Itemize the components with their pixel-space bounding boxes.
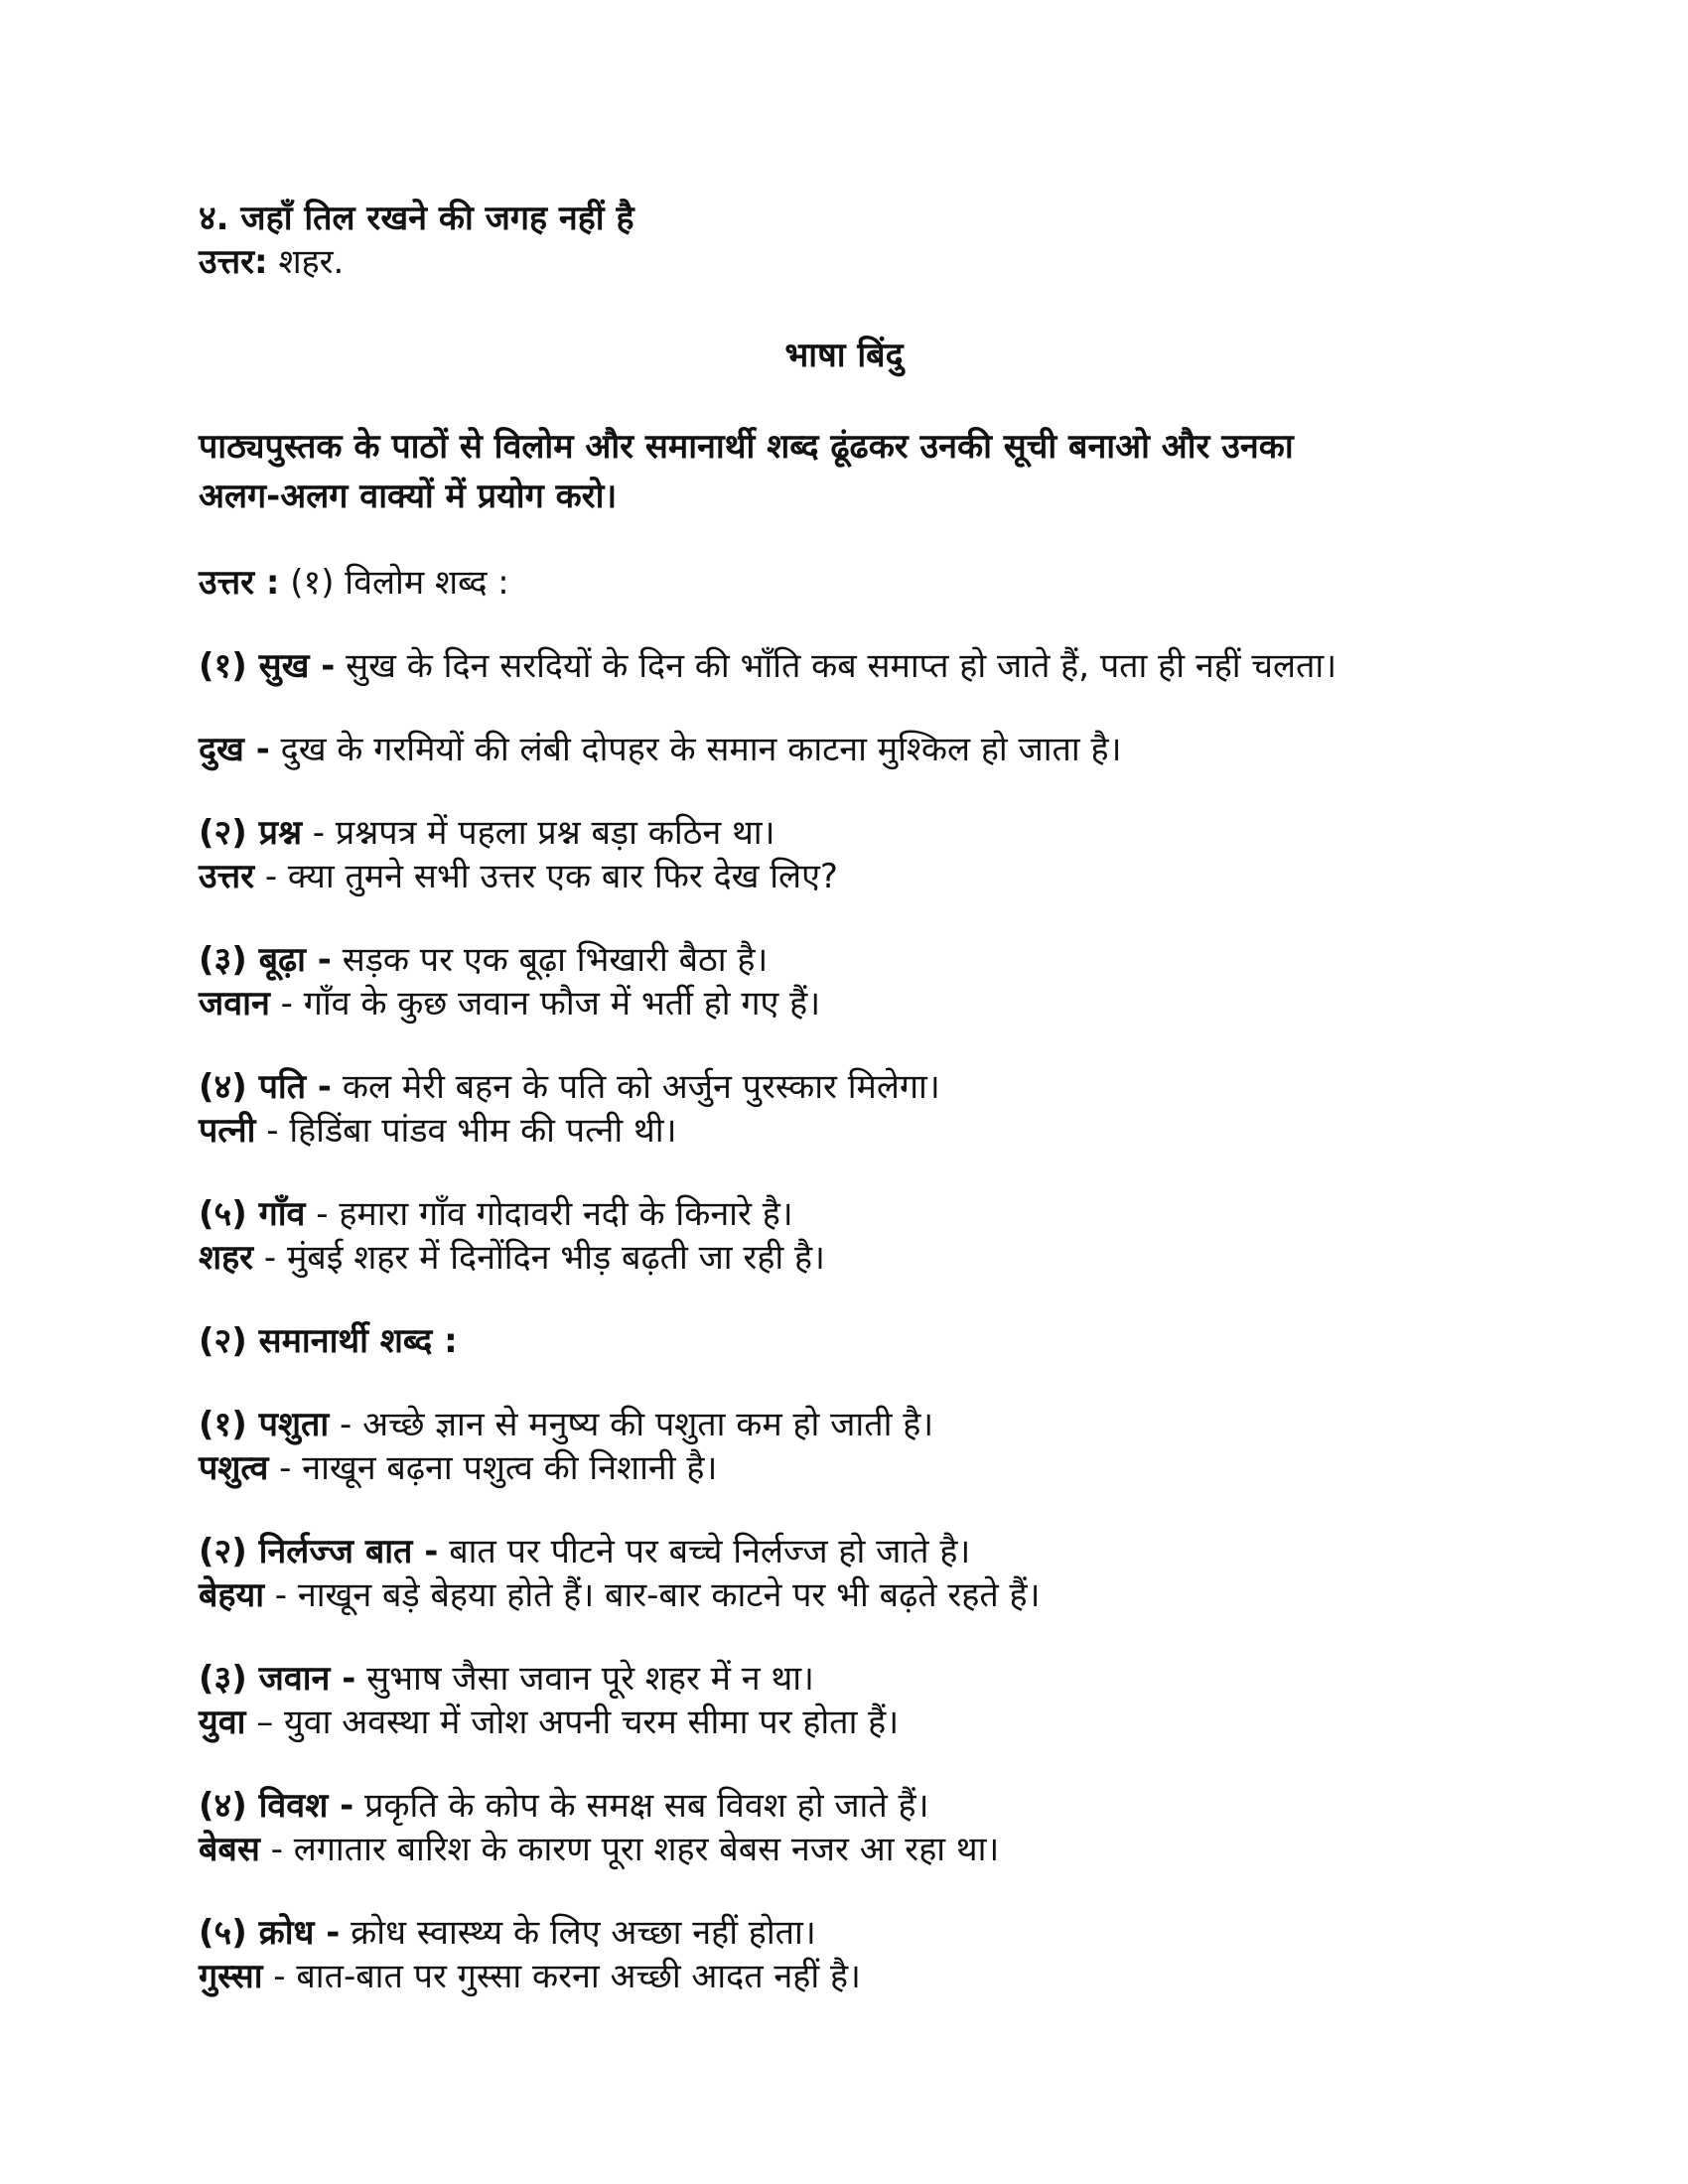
term: (३) बूढ़ा - [199,940,332,980]
term: (५) गाँव [199,1194,306,1234]
answer-intro-label: उत्तर : [199,563,280,603]
term: जवान [199,984,270,1024]
section-title: भाषा बिंदु [784,336,904,375]
samanarthi-item-5-pair [199,1955,1489,1998]
sentence: - अच्छे ज्ञान से मनुष्य की पशुता कम हो जाती है। [329,1405,934,1444]
sentence: - गाँव के कुछ जवान फौज में भर्ती हो गए हैं। [269,984,821,1024]
term: (३) जवान - [199,1659,356,1699]
samanarthi-item-1-pair [199,1446,1489,1490]
vilom-item-3 [199,938,1489,982]
term: (२) निर्लज्ज बात - [199,1532,439,1571]
sentence: कल मेरी बहन के पति को अर्जुन पुरस्कार मिलेगा। [332,1067,940,1107]
samanarthi-item-2-pair [199,1573,1489,1617]
samanarthi-item-1 [199,1403,1489,1446]
answer-intro-text: (१) विलोम शब्द : [279,563,509,603]
vilom-item-2 [199,811,1489,855]
samanarthi-item-4-pair [199,1828,1489,1871]
sentence: - हिडिंबा पांडव भीम की पत्नी थी। [255,1111,677,1151]
samanarthi-item-2 [199,1530,1489,1573]
term: उत्तर [199,857,255,896]
vilom-item-2-pair [199,855,1489,898]
samanarthi-title: (२) समानार्थी शब्द : [199,1321,458,1361]
term: पशुत्व [199,1448,269,1488]
vilom-item-1 [199,644,1489,688]
samanarthi-item-3 [199,1657,1489,1701]
term: (५) क्रोध - [199,1913,341,1953]
term: (२) प्रश्न [199,813,302,853]
vilom-item-4 [199,1065,1489,1109]
samanarthi-item-3-pair [199,1701,1489,1744]
term: शहर [199,1238,254,1278]
sentence: बात पर पीटने पर बच्चे निर्लज्ज हो जाते है। [438,1532,971,1571]
term: युवा [199,1703,246,1742]
term: पत्नी [199,1111,256,1151]
sentence: सुभाष जैसा जवान पूरे शहर में न था। [355,1659,814,1699]
term: (१) पशुता [199,1405,330,1444]
vilom-item-5-pair [199,1236,1489,1280]
term: गुस्सा [199,1957,263,1996]
instruction-line-2: अलग-अलग वाक्यों में प्रयोग करो। [199,477,618,516]
samanarthi-item-5 [199,1911,1489,1955]
document-page [199,197,1489,1998]
instruction-line-1: पाठ्यपुस्तक के पाठों से विलोम और समानार्थी शब्द ढूंढकर उनकी सूची बनाओ और उनका [199,427,1294,467]
samanarthi-item-4 [199,1784,1489,1828]
sentence: दुख के गरमियों की लंबी दोपहर के समान काटना मुश्किल हो जाता है। [269,730,1122,769]
vilom-item-5 [199,1192,1489,1236]
vilom-item-3-pair [199,982,1489,1025]
sentence: - मुंबई शहर में दिनोंदिन भीड़ बढ़ती जा रही है। [253,1238,825,1278]
sentence: क्रोध स्वास्थ्य के लिए अच्छा नहीं होता। [340,1913,816,1953]
vilom-item-4-pair [199,1109,1489,1153]
sentence: - प्रश्नपत्र में पहला प्रश्न बड़ा कठिन था। [301,813,775,853]
answer-text: शहर. [267,242,345,282]
term: बेहया [199,1575,264,1615]
term: (१) सुख - [199,646,336,686]
sentence: - हमारा गाँव गोदावरी नदी के किनारे है। [305,1194,793,1234]
answer-label: उत्तर: [199,242,268,282]
question-4-answer [199,240,1489,284]
sentence: - नाखून बढ़ना पशुत्व की निशानी है। [268,1448,718,1488]
sentence: – युवा अवस्था में जोश अपनी चरम सीमा पर होता हैं। [245,1703,900,1742]
term: (४) विवश - [199,1786,354,1826]
sentence: - नाखून बड़े बेहया होते हैं। बार-बार काटने पर भी बढ़ते रहते हैं। [264,1575,1041,1615]
sentence: सुख के दिन सरदियों के दिन की भाँति कब समाप्त हो जाते हैं, पता ही नहीं चलता। [335,646,1337,686]
sentence: - लगातार बारिश के कारण पूरा शहर बेबस नजर आ रहा था। [259,1830,1000,1869]
term: बेबस [199,1830,260,1869]
vilom-item-1b [199,728,1489,771]
sentence: सड़क पर एक बूढ़ा भिखारी बैठा है। [331,940,769,980]
answer-intro [199,561,1489,605]
sentence: प्रकृति के कोप के समक्ष सब विवश हो जाते हैं। [353,1786,929,1826]
question-4: ४. जहाँ तिल रखने की जगह नहीं है [199,199,634,238]
term: दुख - [199,730,270,769]
term: (४) पति - [199,1067,333,1107]
sentence: - बात-बात पर गुस्सा करना अच्छी आदत नहीं है। [262,1957,861,1996]
sentence: - क्या तुमने सभी उत्तर एक बार फिर देख लिए? [254,857,838,896]
